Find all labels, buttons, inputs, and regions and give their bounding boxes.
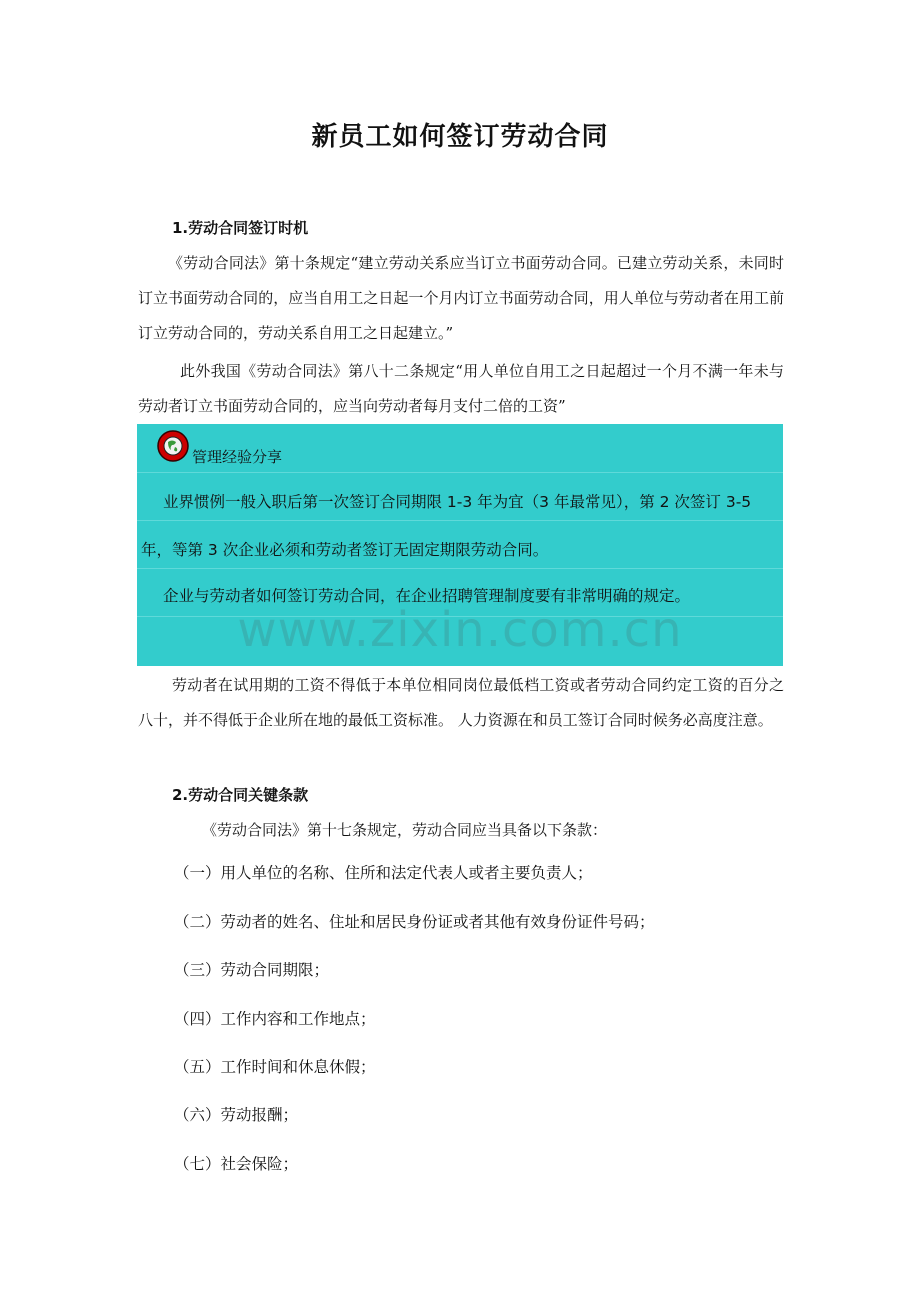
clause-item: （五）工作时间和休息休假； bbox=[174, 1058, 376, 1076]
globe-icon bbox=[157, 430, 189, 462]
clause-item: （二）劳动者的姓名、住址和居民身份证或者其他有效身份证件号码； bbox=[174, 913, 655, 931]
clause-item: （一）用人单位的名称、住所和法定代表人或者主要负责人； bbox=[174, 864, 593, 882]
section1-paragraph-2: 此外我国《劳动合同法》第八十二条规定“用人单位自用工之日起超过一个月不满一年未与劳动者订立书面劳动合同的，应当向劳动者每月支付二倍的工资” bbox=[138, 362, 784, 415]
callout-line: 年，等第 3 次企业必须和劳动者签订无固定期限劳动合同。 bbox=[141, 541, 549, 559]
callout-divider bbox=[137, 472, 783, 473]
page-title: 新员工如何签订劳动合同 bbox=[311, 122, 609, 152]
management-tip-box bbox=[137, 424, 783, 666]
section2-intro: 《劳动合同法》第十七条规定，劳动合同应当具备以下条款： bbox=[202, 821, 608, 839]
callout-line: 企业与劳动者如何签订劳动合同，在企业招聘管理制度要有非常明确的规定。 bbox=[163, 587, 691, 605]
callout-title: 管理经验分享 bbox=[192, 448, 283, 466]
callout-divider bbox=[137, 520, 783, 521]
clause-item: （七）社会保险； bbox=[174, 1155, 299, 1173]
clause-item: （三）劳动合同期限； bbox=[174, 961, 330, 979]
watermark: www.zixin.com.cn bbox=[237, 602, 683, 658]
section2-heading: 2.劳动合同关键条款 bbox=[172, 786, 309, 804]
clause-item: （四）工作内容和工作地点； bbox=[174, 1010, 376, 1028]
clause-item: （六）劳动报酬； bbox=[174, 1106, 299, 1124]
section1-paragraph-1: 《劳动合同法》第十条规定“建立劳动关系应当订立书面劳动合同。已建立劳动关系，未同时订立书面劳动合同的，应当自用工之日起一个月内订立书面劳动合同，用人单位与劳动者在用工前订立劳动合同的，劳动关系自用工之日起建立。” bbox=[138, 254, 784, 342]
probation-paragraph: 劳动者在试用期的工资不得低于本单位相同岗位最低档工资或者劳动合同约定工资的百分之八十，并不得低于企业所在地的最低工资标准。 人力资源在和员工签订合同时候务必高度注意。 bbox=[138, 676, 784, 729]
section1-heading: 1.劳动合同签订时机 bbox=[172, 219, 309, 237]
callout-divider bbox=[137, 568, 783, 569]
callout-line: 业界惯例一般入职后第一次签订合同期限 1-3 年为宜（3 年最常见），第 2 次签订 3-5 bbox=[163, 493, 752, 511]
